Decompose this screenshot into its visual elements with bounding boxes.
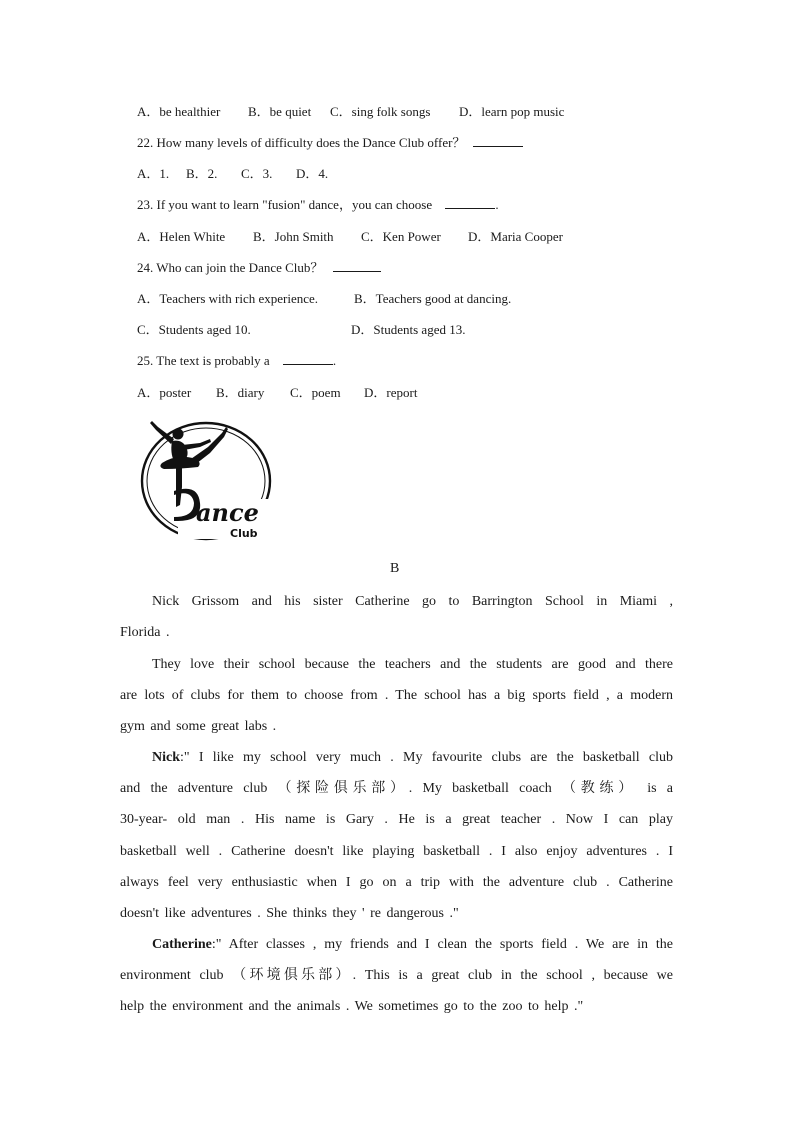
q21-option-d: D．learn pop music <box>459 104 565 119</box>
paragraph-line: and the adventure club （探险俱乐部）. My basketball coach （教练） is a <box>120 781 673 797</box>
dance-club-logo-graphic <box>138 417 274 543</box>
section-heading: B <box>390 561 400 576</box>
paragraph-line: always feel very enthusiastic when I go on a trip with the adventure club . Catherine <box>120 874 673 890</box>
paragraph-line-text: :" After classes , my friends and I clean the sports field . We are in the <box>211 937 673 952</box>
q24-question <box>137 260 381 276</box>
q23-question-text: 23. If you want to learn "fusion" dance，you can choose <box>137 197 433 212</box>
answer-blank <box>333 260 381 272</box>
paragraph-line: doesn't like adventures . She thinks they ' re dangerous ." <box>120 905 459 921</box>
answer-blank <box>445 197 495 209</box>
q22-option-a: A．1. <box>137 166 170 181</box>
q25-end: . <box>332 353 337 368</box>
q25-option-d: D．report <box>364 385 418 400</box>
answer-blank <box>283 353 333 365</box>
paragraph-line <box>120 742 673 773</box>
paragraph-line: help the environment and the animals . We sometimes go to the zoo to help ." <box>120 999 584 1015</box>
speaker-name: Nick <box>152 750 180 765</box>
q23-option-a: A．Helen White <box>137 229 226 244</box>
q23-option-c: C．Ken Power <box>361 229 441 244</box>
logo-word: ance <box>196 498 259 527</box>
q23-question <box>137 197 499 213</box>
q23-option-d: D．Maria Cooper <box>468 229 563 244</box>
q21-option-b: B．be quiet <box>248 104 312 119</box>
paragraph-line: Florida . <box>120 625 170 641</box>
q24-option-a: A．Teachers with rich experience. <box>137 291 319 306</box>
q21-option-a: A．be healthier <box>137 104 221 119</box>
paragraph-catherine <box>120 929 673 1023</box>
paragraph-line: They love their school because the teachers and the students are good and there <box>152 657 673 672</box>
speaker-name: Catherine <box>152 937 212 952</box>
q22-question <box>137 135 523 151</box>
paragraph-1 <box>120 586 673 648</box>
q22-option-d: D．4. <box>296 166 329 181</box>
paragraph-line: 30-year- old man . His name is Gary . He is a great teacher . Now I can play <box>120 812 673 828</box>
paragraph-line: basketball well . Catherine doesn't like playing basketball . I also enjoy adventures . I <box>120 843 673 859</box>
q22-option-b: B．2. <box>186 166 218 181</box>
q24-question-text: 24. Who can join the Dance Club？ <box>137 260 324 275</box>
q23-option-b: B．John Smith <box>253 229 334 244</box>
q25-option-c: C．poem <box>290 385 341 400</box>
q25-question-text: 25. The text is probably a <box>137 353 270 368</box>
paragraph-nick <box>120 742 673 929</box>
q23-end: . <box>495 197 499 212</box>
paragraph-2 <box>120 649 673 743</box>
paragraph-line: Nick Grissom and his sister Catherine go to Barrington School in Miami , <box>152 594 673 609</box>
q25-question <box>137 353 336 369</box>
q24-option-d: D．Students aged 13. <box>351 322 466 337</box>
answer-blank <box>473 135 523 147</box>
paragraph-line: gym and some great labs . <box>120 719 277 735</box>
paragraph-line: are lots of clubs for them to choose from . The school has a big sports field , a modern <box>120 688 673 704</box>
logo-sub: Club <box>230 527 258 540</box>
q24-option-b: B．Teachers good at dancing. <box>354 291 512 306</box>
q24-option-c: C．Students aged 10. <box>137 322 251 337</box>
dance-club-logo <box>138 417 274 543</box>
paragraph-line <box>120 929 673 960</box>
paragraph-line: environment club （环境俱乐部）. This is a great club in the school , because we <box>120 968 673 984</box>
q25-option-a: A．poster <box>137 385 192 400</box>
q25-option-b: B．diary <box>216 385 265 400</box>
q21-option-c: C．sing folk songs <box>330 104 431 119</box>
paragraph-line-text: :" I like my school very much . My favourite clubs are the basketball club <box>180 750 673 765</box>
q22-option-c: C．3. <box>241 166 273 181</box>
q22-question-text: 22. How many levels of difficulty does the Dance Club offer？ <box>137 135 466 150</box>
